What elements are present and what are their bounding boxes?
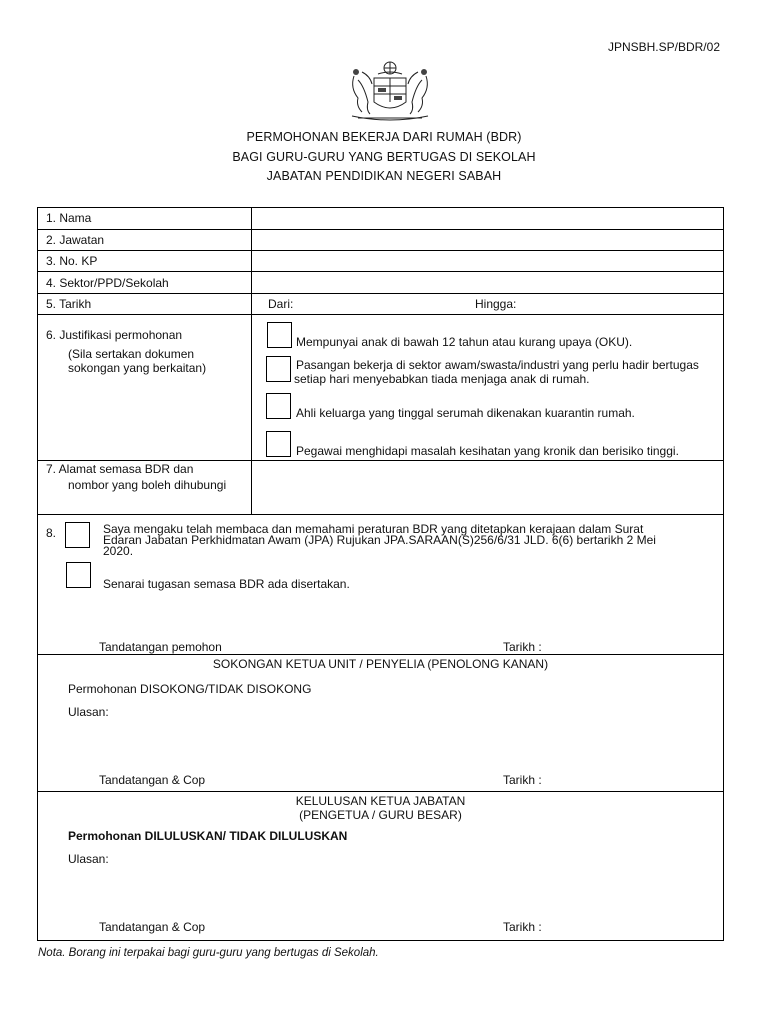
option-spouse-working-text-2: setiap hari menyebabkan tiada menjaga anak di rumah. [294, 372, 590, 386]
field-label-name: 1. Nama [46, 211, 92, 225]
option-family-quarantine-text: Ahli keluarga yang tinggal serumah dikenakan kuarantin rumah. [296, 406, 635, 420]
address-label-2: nombor yang boleh dihubungi [68, 478, 227, 492]
justification-hint-2: sokongan yang berkaitan) [68, 361, 207, 375]
date-to-input[interactable] [522, 295, 720, 313]
support-remarks-label: Ulasan: [68, 705, 109, 719]
checkbox-task-list-attached[interactable] [66, 562, 91, 588]
approval-date-label: Tarikh : [503, 920, 542, 934]
date-from-label: Dari: [268, 297, 294, 311]
checkbox-child-under-12[interactable] [267, 322, 292, 348]
declaration-number: 8. [46, 526, 57, 540]
justification-label: 6. Justifikasi permohonan [46, 328, 183, 342]
field-label-position: 2. Jawatan [46, 233, 105, 247]
option-child-under-12-text: Mempunyai anak di bawah 12 tahun atau kurang upaya (OKU). [296, 335, 633, 349]
support-date-label: Tarikh : [503, 773, 542, 787]
field-label-date: 5. Tarikh [46, 297, 92, 311]
support-remarks-input[interactable] [68, 722, 718, 766]
footer-note: Nota. Borang ini terpakai bagi guru-guru yang bertugas di Sekolah. [38, 947, 379, 959]
field-label-sector: 4. Sektor/PPD/Sekolah [46, 276, 169, 290]
approval-section-heading-1: KELULUSAN KETUA JABATAN [295, 794, 466, 808]
declaration-text-2: Edaran Jabatan Perkhidmatan Awam (JPA) Rujukan JPA.SARAAN(S)256/6/31 JLD. 6(6) bertarikh 2 Mei [103, 533, 656, 547]
justification-hint-1: (Sila sertakan dokumen [68, 347, 195, 361]
support-status-text: Permohonan DISOKONG/TIDAK DISOKONG [68, 682, 312, 696]
field-label-ic-number: 3. No. KP [46, 254, 98, 268]
ic-number-input[interactable] [253, 252, 721, 270]
applicant-date-label: Tarikh : [503, 640, 542, 654]
date-from-input[interactable] [300, 295, 470, 313]
form-title-line-2: BAGI GURU-GURU YANG BERTUGAS DI SEKOLAH [232, 150, 536, 164]
declaration-text-3: 2020. [103, 544, 134, 558]
date-to-label: Hingga: [475, 297, 517, 311]
approval-signature-label: Tandatangan & Cop [99, 920, 206, 934]
applicant-signature-label: Tandatangan pemohon [99, 640, 222, 654]
address-input[interactable] [253, 462, 721, 512]
approval-status-text: Permohonan DILULUSKAN/ TIDAK DILULUSKAN [68, 829, 348, 843]
name-input[interactable] [253, 209, 721, 228]
form-reference: JPNSBH.SP/BDR/02 [607, 40, 720, 54]
approval-remarks-label: Ulasan: [68, 852, 109, 866]
support-section-heading: SOKONGAN KETUA UNIT / PENYELIA (PENOLONG KANAN) [212, 657, 549, 671]
checkbox-spouse-working[interactable] [266, 356, 291, 382]
checkbox-declaration-read[interactable] [65, 522, 90, 548]
declaration-text-1: Saya mengaku telah membaca dan memahami peraturan BDR yang ditetapkan kerajaan dalam Surat [103, 522, 644, 536]
form-title-line-3: JABATAN PENDIDIKAN NEGERI SABAH [266, 169, 502, 183]
position-input[interactable] [253, 231, 721, 249]
support-signature-label: Tandatangan & Cop [99, 773, 206, 787]
approval-remarks-input[interactable] [68, 869, 718, 913]
approval-section-heading-2: (PENGETUA / GURU BESAR) [299, 808, 462, 822]
option-chronic-illness-text: Pegawai menghidapi masalah kesihatan yang kronik dan berisiko tinggi. [296, 444, 679, 458]
task-list-text: Senarai tugasan semasa BDR ada disertakan. [103, 577, 350, 591]
option-spouse-working-text-1: Pasangan bekerja di sektor awam/swasta/industri yang perlu hadir bertugas [296, 358, 699, 372]
sector-input[interactable] [253, 273, 721, 292]
form-title-line-1: PERMOHONAN BEKERJA DARI RUMAH (BDR) [246, 130, 522, 144]
checkbox-chronic-illness[interactable] [266, 431, 291, 457]
checkbox-family-quarantine[interactable] [266, 393, 291, 419]
address-label-1: 7. Alamat semasa BDR dan [46, 462, 194, 476]
coat-of-arms-logo [344, 58, 436, 124]
